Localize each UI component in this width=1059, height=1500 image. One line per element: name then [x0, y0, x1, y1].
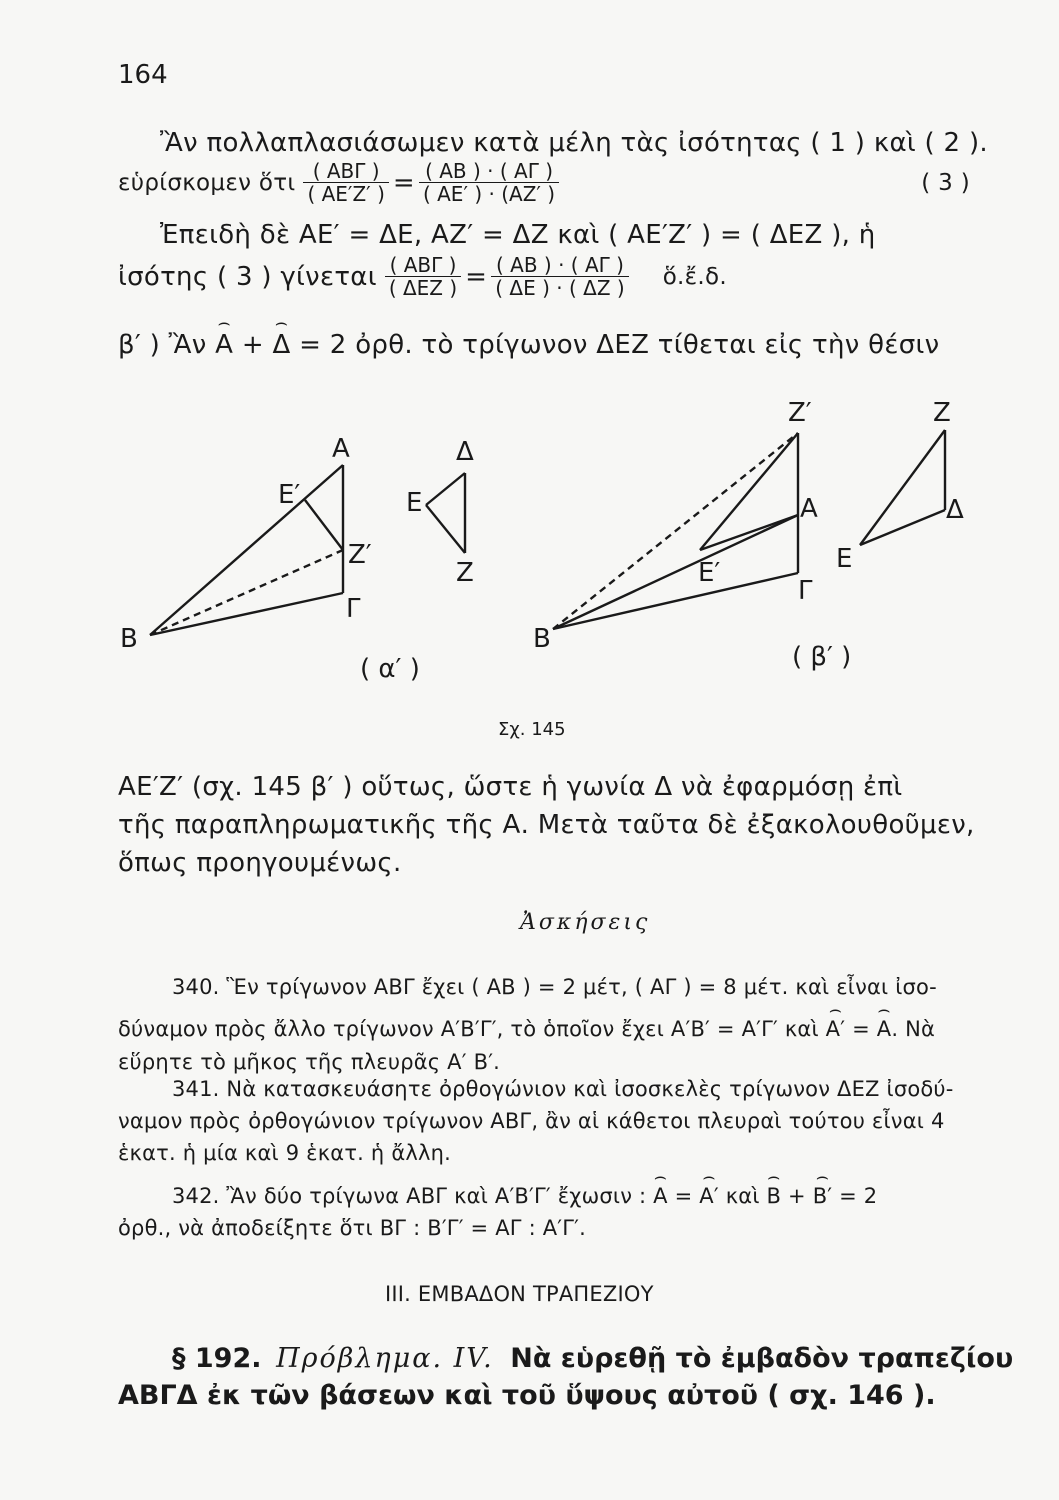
exercise-340-line-3: εὕρητε τὸ μῆκος τῆς πλευρᾶς Α′ Β′. [118, 1050, 501, 1074]
angle-A: Α ⌢ [215, 330, 233, 360]
e342-angle-B1: Β′ ⌢ [813, 1184, 833, 1208]
figure-caption: Σχ. 145 [498, 719, 566, 740]
continuation-line-1: ΑΕ′Ζ′ (σχ. 145 β′ ) οὕτως, ὥστε ἡ γωνία Δ νὰ ἐφαρμόσῃ ἐπὶ [118, 772, 903, 802]
eqf-lhs-num: ( ΑΒΓ ) [389, 253, 457, 277]
label-G-a: Γ [346, 594, 361, 624]
found-label: εὑρίσκομεν ὅτι [118, 169, 296, 196]
e342-tail: = 2 [832, 1184, 878, 1208]
fig-a-side-BG [150, 593, 343, 635]
eqf-equals: = [465, 261, 488, 292]
subfigure-b-label: ( β′ ) [792, 642, 852, 672]
e342-angle-B: Β ⌢ [767, 1184, 782, 1208]
label-Z1-a: Ζ′ [348, 540, 372, 570]
eqf-rhs-num: ( ΑΒ ) · ( ΑΓ ) [496, 253, 624, 277]
problem-number: § 192. [172, 1343, 262, 1374]
section-heading: ΙΙΙ. ΕΜΒΑΔΟΝ ΤΡΑΠΕΖΙΟΥ [385, 1282, 654, 1306]
label-A-b: Α [800, 494, 818, 524]
problem-text-1: Νὰ εὑρεθῇ τὸ ἐμβαδὸν τραπεζίου [510, 1343, 1014, 1374]
eq3-tag: ( 3 ) [921, 169, 970, 196]
fig-b-side-BG [553, 573, 798, 629]
label-E1-a: Ε′ [278, 480, 301, 510]
e340-l2b: . Νὰ [891, 1017, 936, 1041]
exercise-342-line-1 [172, 1184, 877, 1208]
label-E-b: Ε [836, 544, 853, 574]
fig-a-dashed-BZ1 [150, 550, 343, 635]
label-E-a: Ε [406, 488, 423, 518]
exercise-341-line-1: 341. Νὰ κατασκευάσητε ὀρθογώνιον καὶ ἰσοσκελὲς τρίγωνον ΔΕΖ ἰσοδύ- [172, 1077, 954, 1101]
proof-since: Ἐπειδὴ δὲ ΑΕ′ = ΔΕ, ΑΖ′ = ΔΖ καὶ ( ΑΕ′Ζ′ ) = ( ΔΕΖ ), ἡ [160, 220, 876, 250]
e340-l2a: δύναμον πρὸς ἄλλο τρίγωνον Α′Β′Γ′, τὸ ὁποῖον ἔχει Α′Β′ = Α′Γ′ καὶ [118, 1017, 826, 1041]
label-B-b: Β [533, 624, 551, 654]
page-number: 164 [118, 60, 168, 90]
fig-a-segment-E1Z1 [305, 500, 343, 550]
continuation-line-3: ὅπως προηγουμένως. [118, 848, 402, 878]
problem-line-2: ΑΒΓΔ ἐκ τῶν βάσεων καὶ τοῦ ὕψους αὐτοῦ ( σχ. 146 ). [118, 1380, 936, 1411]
exercise-341-line-3: ἑκατ. ἡ μία καὶ 9 ἑκατ. ἡ ἄλλη. [118, 1141, 452, 1165]
e340-angle-A1: Α′ ⌢ [826, 1017, 846, 1041]
label-Z1-b: Ζ′ [788, 398, 812, 428]
eqf-lhs-den: ( ΔΕΖ ) [385, 276, 461, 299]
e340-eq: = [845, 1017, 877, 1041]
label-Z-b: Ζ [933, 398, 951, 428]
e342-angle-A1: Α′ ⌢ [699, 1184, 719, 1208]
equation-final [118, 254, 727, 299]
exercises-heading: Ἀσκήσεις [520, 910, 651, 935]
exercise-341-line-2: ναμον πρὸς ὀρθογώνιον τρίγωνον ΑΒΓ, ἂν αἱ κάθετοι πλευραὶ τούτου εἶναι 4 [118, 1109, 945, 1133]
exercise-340-line-1: 340. Ἓν τρίγωνον ΑΒΓ ἔχει ( ΑΒ ) = 2 μέτ, ( ΑΓ ) = 8 μέτ. καὶ εἶναι ἰσο- [172, 975, 937, 999]
exercise-340-line-2 [118, 1017, 935, 1041]
e342-angle-A: Α ⌢ [653, 1184, 668, 1208]
eq3-lhs-den: ( ΑΕ′Ζ′ ) [303, 182, 388, 205]
eqf-rhs-fraction [491, 254, 628, 299]
problem-label: Πρόβλημα. IV. [276, 1343, 494, 1374]
e342-and: καὶ [718, 1184, 767, 1208]
proof-intro: Ἂν πολλαπλασιάσωμεν κατὰ μέλη τὰς ἰσότητας ( 1 ) καὶ ( 2 ). [160, 128, 988, 158]
label-D-a: Δ [456, 437, 474, 467]
exercise-342-line-2: ὀρθ., νὰ ἀποδείξητε ὅτι ΒΓ : Β′Γ′ = ΑΓ : Α′Γ′. [118, 1216, 586, 1240]
case-b-plus: + [233, 330, 273, 360]
angle-D: Δ ⌢ [272, 330, 290, 360]
subfigure-a-label: ( α′ ) [360, 654, 420, 684]
e340-angle-A: Α ⌢ [877, 1017, 892, 1041]
becomes-label: ἰσότης ( 3 ) γίνεται [118, 261, 377, 292]
case-b-rest: = 2 ὀρθ. τὸ τρίγωνον ΔΕΖ τίθεται εἰς τὴν θέσιν [290, 330, 940, 360]
problem-line-1 [172, 1343, 1013, 1374]
label-E1-b: Ε′ [698, 558, 721, 588]
eq3-rhs-fraction [419, 160, 559, 205]
eq3-lhs-num: ( ΑΒΓ ) [312, 159, 380, 183]
fig-a-side-EZ [426, 505, 465, 553]
fig-a-side-DE [426, 473, 465, 505]
eqf-qed: ὅ.ἔ.δ. [662, 263, 727, 290]
eq3-lhs-fraction [303, 160, 388, 205]
equation-3 [118, 160, 970, 205]
eqf-lhs-fraction [385, 254, 461, 299]
e342-plus: + [781, 1184, 813, 1208]
case-b-prefix: β′ ) Ἂν [118, 330, 216, 360]
fig-a-side-BA [150, 465, 343, 635]
eq3-equals: = [392, 167, 415, 198]
figure-145 [100, 385, 980, 745]
label-D-b: Δ [946, 495, 964, 525]
case-b-line [118, 330, 939, 360]
eq3-rhs-den: ( ΑΕ′ ) · (ΑΖ′ ) [419, 182, 559, 205]
continuation-line-2: τῆς παραπληρωματικῆς τῆς Α. Μετὰ ταῦτα δὲ ἐξακολουθοῦμεν, [118, 810, 975, 840]
eqf-rhs-den: ( ΔΕ ) · ( ΔΖ ) [491, 276, 628, 299]
e342-eq: = [667, 1184, 700, 1208]
label-B-a: Β [120, 624, 138, 654]
label-G-b: Γ [798, 576, 813, 606]
label-Z-a: Ζ [456, 558, 474, 588]
eq3-rhs-num: ( ΑΒ ) · ( ΑΓ ) [425, 159, 554, 183]
label-A-a: Α [332, 434, 350, 464]
e342-l1a: 342. Ἂν δύο τρίγωνα ΑΒΓ καὶ Α′Β′Γ′ ἔχωσιν : [172, 1184, 654, 1208]
